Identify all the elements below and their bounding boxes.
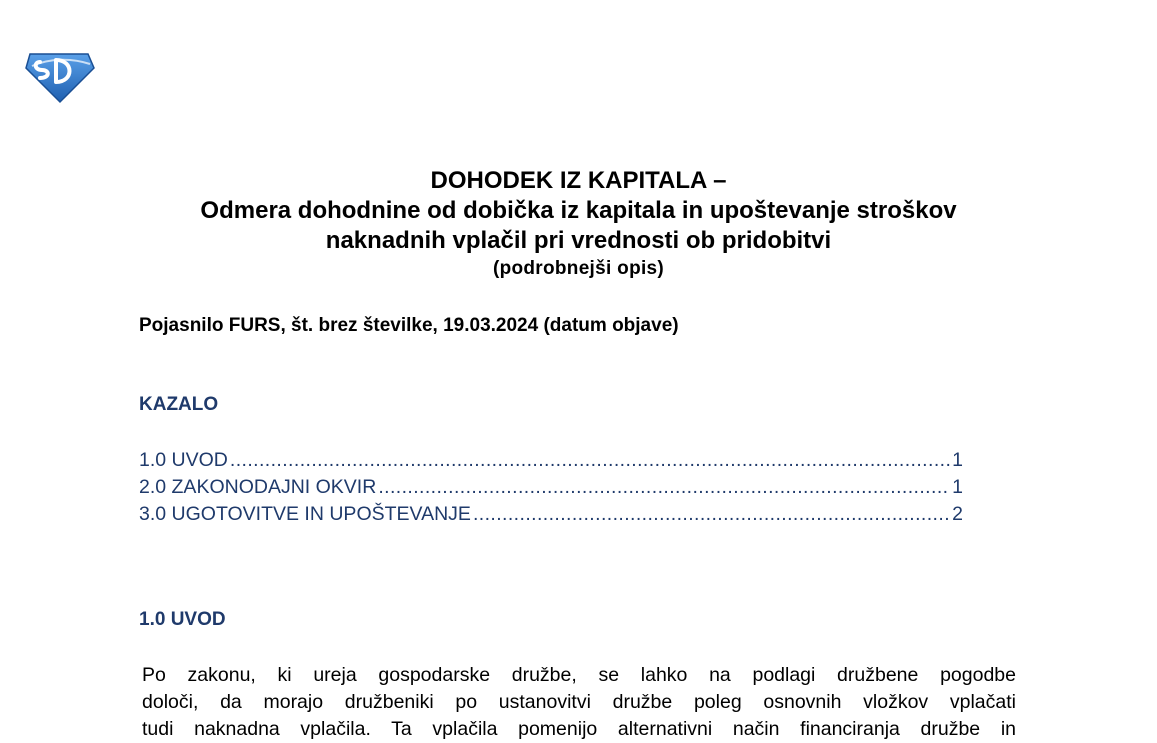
- toc-item-label: 2.0 ZAKONODAJNI OKVIR: [139, 476, 377, 498]
- paragraph-line: Po zakonu, ki ureja gospodarske družbe, se lahko na podlagi družbene pogodbe: [142, 664, 1016, 686]
- paragraph-line: tudi naknadna vplačila. Ta vplačila pomenijo alternativni način financiranja družbe in: [142, 718, 1016, 740]
- toc-item-ugotovitve[interactable]: [139, 501, 963, 528]
- source-reference: Pojasnilo FURS, št. brez številke, 19.03.2024 (datum objave): [139, 315, 679, 336]
- toc-item-page: 2: [952, 503, 963, 525]
- title-note: (podrobnejši opis): [492, 258, 665, 279]
- title-line-2: Odmera dohodnine od dobička iz kapitala in upoštevanje stroškov: [200, 197, 957, 224]
- document-title: [0, 166, 1157, 282]
- section-heading-uvod: 1.0 UVOD: [139, 609, 226, 630]
- toc-item-label: 1.0 UVOD: [139, 449, 228, 471]
- toc-item-label: 3.0 UGOTOVITVE IN UPOŠTEVANJE: [139, 503, 471, 525]
- company-logo-icon: [22, 48, 96, 104]
- toc-heading: KAZALO: [139, 394, 219, 415]
- toc-leader-dots: [378, 474, 950, 501]
- table-of-contents: [139, 447, 963, 528]
- title-line-3: naknadnih vplačil pri vrednosti ob pridobitvi: [325, 227, 832, 254]
- toc-item-zakonodajni-okvir[interactable]: [139, 474, 963, 501]
- paragraph-line: določi, da morajo družbeniki po ustanovitvi družbe poleg osnovnih vložkov vplačati: [142, 691, 1016, 713]
- toc-item-page: 1: [952, 476, 963, 498]
- toc-item-page: 1: [952, 449, 963, 471]
- toc-leader-dots: [230, 447, 950, 474]
- title-line-1: DOHODEK IZ KAPITALA –: [430, 167, 727, 194]
- toc-item-uvod[interactable]: [139, 447, 963, 474]
- toc-leader-dots: [473, 501, 950, 528]
- section-paragraph: [142, 662, 1016, 743]
